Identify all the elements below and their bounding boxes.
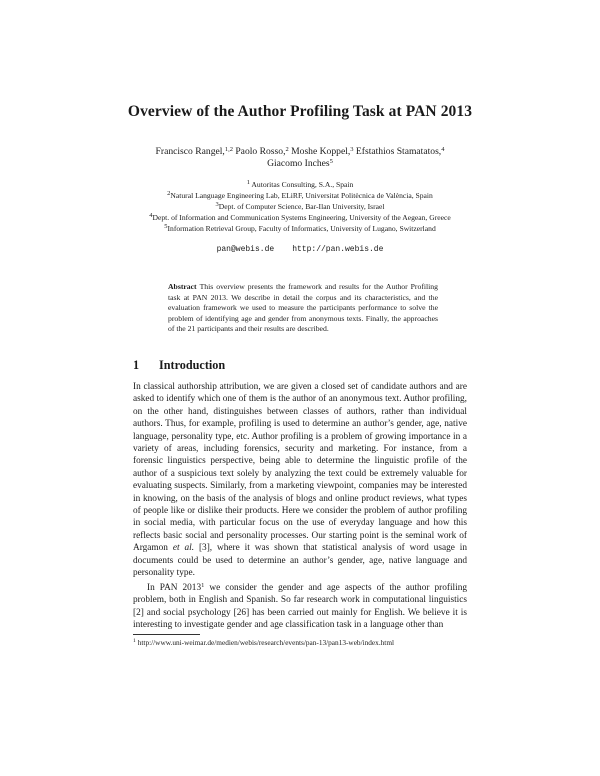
affiliation-text: Information Retrieval Group, Faculty of Informatics, University of Lugano, Switzerland — [167, 224, 436, 233]
affiliation-list — [0, 179, 600, 234]
author-line-1 — [0, 146, 600, 158]
author-name: Francisco Rangel, — [155, 146, 225, 157]
affiliation-item — [0, 212, 600, 223]
affiliation-marker: 2 — [167, 190, 171, 197]
section-heading — [133, 358, 225, 373]
paper-title: Overview of the Author Profiling Task at PAN 2013 — [127, 103, 473, 120]
affiliation-marker: 3 — [215, 201, 219, 208]
author-affil-marker: 1,2 — [224, 146, 233, 153]
abstract-label: Abstract — [168, 282, 197, 291]
affiliation-item — [0, 179, 600, 190]
affiliation-text: Natural Language Engineering Lab, ELiRF, Universitat Politècnica de València, Spain — [170, 191, 433, 200]
body-paragraph — [133, 381, 467, 580]
paragraph-text: we consider the gender and age aspects of the author profiling problem, both in English and Spanish. So far research work in computational linguistics [2] and social psychology [26] has been carried out mainly for English. We believe it is interesting to investigate gender and age classification task in a language other than — [133, 583, 467, 631]
affiliation-item — [0, 201, 600, 212]
author-name: Paolo Rosso, — [232, 146, 286, 157]
affiliation-text: Dept. of Information and Communication Systems Engineering, University of the Aegean, Greece — [152, 213, 451, 222]
author-name: Efstathios Stamatatos, — [353, 146, 442, 157]
author-affil-marker: 3 — [350, 146, 354, 153]
body-paragraph — [133, 582, 467, 632]
contact-line — [0, 245, 600, 254]
affiliation-item — [0, 223, 600, 234]
footnote — [133, 638, 473, 647]
contact-url[interactable]: http://pan.webis.de — [292, 245, 384, 254]
author-list — [0, 146, 600, 170]
author-affil-marker: 5 — [329, 158, 333, 165]
footnote-marker[interactable]: 1 — [201, 582, 205, 589]
footnote-number: 1 — [133, 638, 136, 644]
footnote-divider — [133, 634, 200, 635]
section-number: 1 — [133, 358, 140, 372]
author-name: Giacomo Inches — [267, 158, 330, 169]
paragraph-text: In classical authorship attribution, we are given a closed set of candidate authors and are asked to identify which one of them is the author of an anonymous text. Author profiling, on the other hand, distinguishes between classes of authors, rather than individual authors. Thus, for example, profiling is used to determine an author’s gender, age, native language, personality type, etc. Author profiling is a problem of growing importance in a variety of areas, including forensics, security and marketing. For instance, from a forensic linguistics perspective, being able to determine the linguistic profile of the author of a suspicious text solely by analyzing the text could be extremely valuable for evaluating suspects. Similarly, from a marketing viewpoint, companies may be interested in knowing, on the basis of the analysis of blogs and online product reviews, what types of people like or dislike their products. Here we consider the problem of author profiling in social media, with particular focus on the use of everyday language and how this reflects basic social and personality processes. Our starting point is the seminal work of Argamon — [133, 382, 467, 554]
paragraph-text: [3], where it was shown that statistical analysis of word usage in documents could be used to determine an author’s gender, age, native language and personality type. — [133, 543, 467, 579]
affiliation-marker: 5 — [164, 223, 168, 230]
contact-email[interactable]: pan@webis.de — [216, 245, 275, 254]
affiliation-item — [0, 190, 600, 201]
affiliation-text: Autoritas Consulting, S.A., Spain — [251, 180, 354, 189]
paragraph-italic-text: et al. — [172, 543, 195, 554]
affiliation-text: Dept. of Computer Science, Bar-Ilan University, Israel — [218, 202, 385, 211]
abstract-text: This overview presents the framework and results for the Author Profiling task at PAN 2013. We describe in detail the corpus and its characteristics, and the evaluation framework we used to measure the participants performance to solve the problem of identifying age and gender from anonymous texts. Finally, the approaches of the 21 participants and their results are described. — [168, 282, 438, 334]
author-name: Moshe Koppel, — [288, 146, 351, 157]
footnote-url[interactable]: http://www.uni-weimar.de/medien/webis/research/events/pan-13/pan13-web/index.html — [137, 638, 395, 647]
author-line-2 — [0, 158, 600, 170]
paragraph-text: In PAN 2013 — [147, 583, 202, 593]
abstract-block — [168, 282, 438, 335]
section-title: Introduction — [159, 358, 226, 372]
author-affil-marker: 2 — [285, 146, 289, 153]
author-affil-marker: 4 — [441, 146, 445, 153]
affiliation-marker: 4 — [149, 212, 153, 219]
affiliation-marker: 1 — [246, 179, 250, 186]
